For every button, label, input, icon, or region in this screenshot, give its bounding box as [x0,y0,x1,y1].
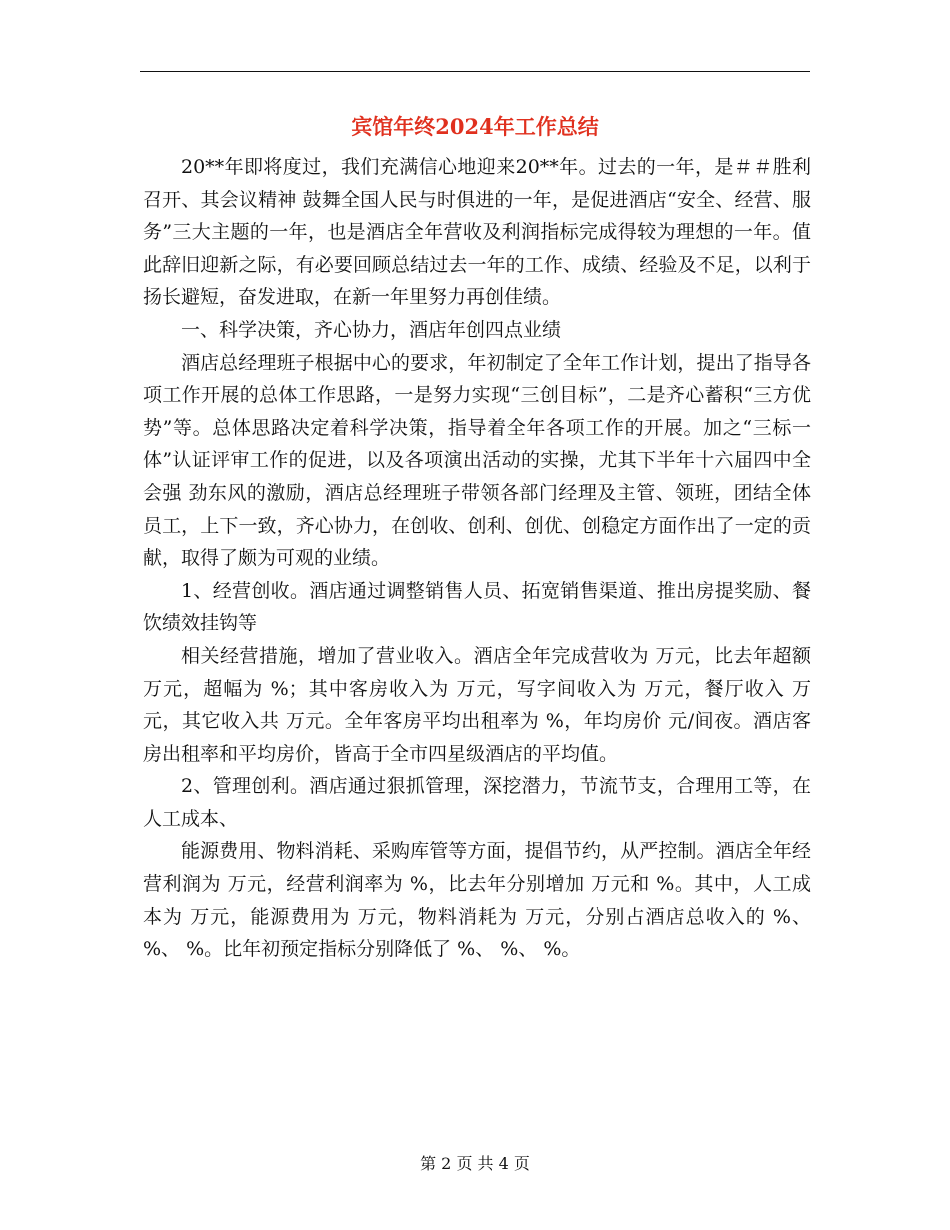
intro-paragraph: 20**年即将度过，我们充满信心地迎来20**年。过去的一年，是＃＃胜利召开、其会议精神 鼓舞全国人民与时俱进的一年，是促进酒店“安全、经营、服务”三大主题的一年，也是酒店全年营收及利润指标完成得较为理想的一年。值此辞旧迎新之际，有必要回顾总结过去一年的工作、成绩、经验及不足，以利于扬长避短，奋发进取，在新一年里努力再创佳绩。 [143,156,811,309]
document-body [143,151,811,966]
item-heading-profit: 2、管理创利。酒店通过狠抓管理，深挖潜力，节流节支，合理用工等，在人工成本、 [143,775,811,830]
item-heading-revenue: 1、经营创收。酒店通过调整销售人员、拓宽销售渠道、推出房提奖励、餐饮绩效挂钩等 [143,579,811,635]
body-paragraph: 酒店总经理班子根据中心的要求，年初制定了全年工作计划，提出了指导各项工作开展的总体工作思路，一是努力实现“三创目标”，二是齐心蓄积“三方优势”等。总体思路决定着科学决策，指导着全年各项工作的开展。加之“三标一体”认证评审工作的促进，以及各项演出活动的实操，尤其下半年十六届四中全会强 劲东风的激励，酒店总经理班子带领各部门经理及主管、领班，团结全体员工，上下一致，齐心协力，在创收、创利、创优、创稳定方面作出了一定的贡献，取得了颇为可观的业绩。 [143,351,811,570]
body-paragraph: 相关经营措施，增加了营业收入。酒店全年完成营收为 万元，比去年超额 万元，超幅为 %；其中客房收入为 万元，写字间收入为 万元，餐厅收入 万元，其它收入共 万元。全年客房平均出租率为 %，年均房价 元/间夜。酒店客房出租率和平均房价，皆高于全市四星级酒店的平均值。 [143,644,811,765]
section-heading: 一、科学决策，齐心协力，酒店年创四点业绩 [181,318,562,341]
page-footer: 第 2 页 共 4 页 [420,1154,530,1173]
body-paragraph: 能源费用、物料消耗、采购库管等方面，提倡节约，从严控制。酒店全年经营利润为 万元，经营利润率为 %，比去年分别增加 万元和 %。其中，人工成本为 万元，能源费用为 万元，物料消耗为 万元，分别占酒店总收入的 %、 %、 %。比年初预定指标分别降低了 %、 %、 %。 [143,840,811,961]
document-title: 宾馆年终2024年工作总结 [351,114,599,139]
header-rule [140,71,810,72]
